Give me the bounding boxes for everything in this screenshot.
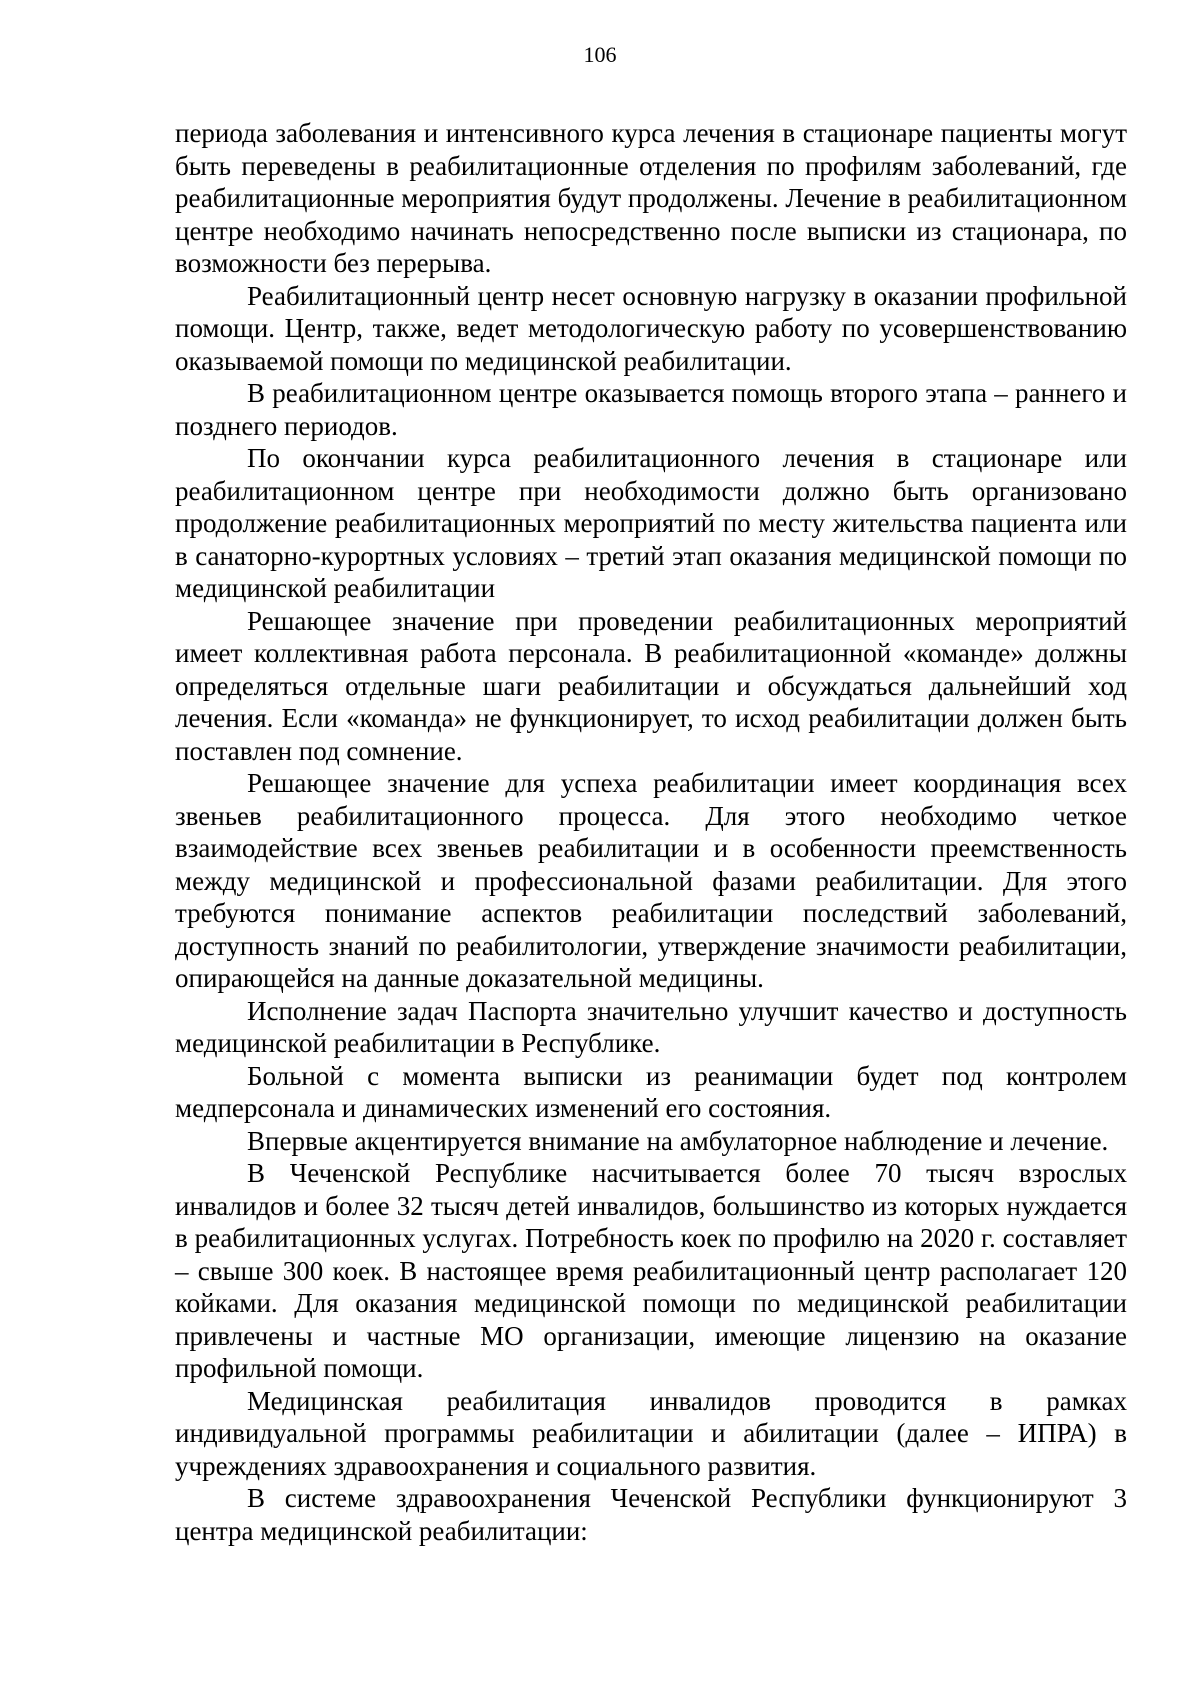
paragraph-11: Медицинская реабилитация инвалидов проводится в рамках индивидуальной программы реабилитации и абилитации (далее – ИПРА) в учреждениях здравоохранения и социального развития. — [175, 1385, 1127, 1481]
paragraph-2: Реабилитационный центр несет основную нагрузку в оказании профильной помощи. Центр, также, ведет методологическую работу по усовершенствованию оказываемой помощи по медицинской реабилитации. — [175, 280, 1127, 376]
paragraph-12: В системе здравоохранения Чеченской Республики функционируют 3 центра медицинской реабилитации: — [175, 1483, 1127, 1546]
paragraph-7: Исполнение задач Паспорта значительно улучшит качество и доступность медицинской реабилитации в Республике. — [175, 995, 1127, 1058]
paragraph-10: В Чеченской Республике насчитывается более 70 тысяч взрослых инвалидов и более 32 тысяч детей инвалидов, большинство из которых нуждается в реабилитационных услугах. Потребность коек по профилю на 2020 г. составляет – свыше 300 коек. В настоящее время реабилитационный центр располагает 120 койками. Для оказания медицинской помощи по медицинской реабилитации привлечены и частные МО организации, имеющие лицензию на оказание профильной помощи. — [175, 1158, 1127, 1383]
page-number: 106 — [583, 42, 617, 67]
paragraph-1: периода заболевания и интенсивного курса лечения в стационаре пациенты могут быть переведены в реабилитационные отделения по профилям заболеваний, где реабилитационные мероприятия будут продолжены. Лечение в реабилитационном центре необходимо начинать непосредственно после выписки из стационара, по возможности без перерыва. — [175, 118, 1127, 278]
paragraph-4: По окончании курса реабилитационного лечения в стационаре или реабилитационном центре при необходимости должно быть организовано продолжение реабилитационных мероприятий по месту жительства пациента или в санаторно-курортных условиях – третий этап оказания медицинской помощи по медицинской реабилитации — [175, 443, 1127, 603]
paragraph-6: Решающее значение для успеха реабилитации имеет координация всех звеньев реабилитационного процесса. Для этого необходимо четкое взаимодействие всех звеньев реабилитации и в особенности преемственность между медицинской и профессиональной фазами реабилитации. Для этого требуются понимание аспектов реабилитации последствий заболеваний, доступность знаний по реабилитологии, утверждение значимости реабилитации, опирающейся на данные доказательной медицины. — [175, 768, 1127, 993]
paragraph-5: Решающее значение при проведении реабилитационных мероприятий имеет коллективная работа персонала. В реабилитационной «команде» должны определяться отдельные шаги реабилитации и обсуждаться дальнейший ход лечения. Если «команда» не функционирует, то исход реабилитации должен быть поставлен под сомнение. — [175, 605, 1127, 766]
paragraph-3: В реабилитационном центре оказывается помощь второго этапа – раннего и позднего периодов. — [175, 378, 1127, 441]
paragraph-8: Больной с момента выписки из реанимации будет под контролем медперсонала и динамических изменений его состояния. — [175, 1060, 1127, 1123]
paragraph-9: Впервые акцентируется внимание на амбулаторное наблюдение и лечение. — [247, 1125, 1109, 1156]
document-body — [175, 117, 1127, 1547]
